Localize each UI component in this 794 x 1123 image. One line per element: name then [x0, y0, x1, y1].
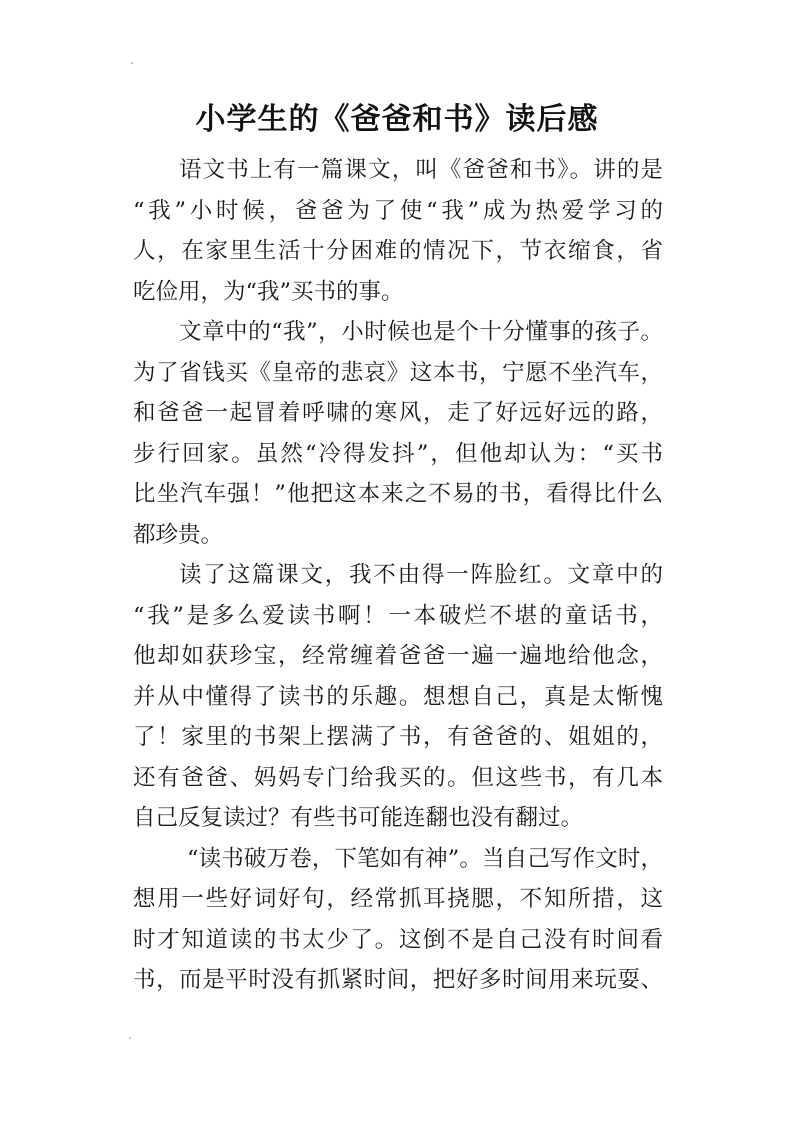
text-line: 他却如获珍宝，经常缠着爸爸一遍一遍地给他念，: [133, 643, 663, 669]
text-line: 读了这篇课文，我不由得一阵脸红。文章中的: [179, 562, 663, 588]
text-line: 为了省钱买《皇帝的悲哀》这本书，宁愿不坐汽车，: [133, 359, 663, 386]
text-line: 时才知道读的书太少了。这倒不是自己没有时间看: [133, 926, 663, 953]
text-line: 语文书上有一篇课文，叫《爸爸和书》。讲的是: [179, 157, 663, 183]
document-title: 小学生的《爸爸和书》读后感: [195, 102, 599, 137]
text-line: 吃俭用，为“我”买书的事。: [133, 278, 404, 305]
paragraph-2: [133, 312, 663, 555]
document-body: [133, 150, 663, 1001]
text-line: “我”小时候，爸爸为了使“我”成为热爱学习的: [133, 197, 663, 224]
text-line: 比坐汽车强！”他把这本来之不易的书，看得比什么: [133, 481, 663, 507]
paragraph-1: [133, 150, 663, 312]
scan-speck: [129, 1037, 131, 1039]
text-line: 还有爸爸、妈妈专门给我买的。但这些书，有几本: [133, 764, 663, 791]
paragraph-3: [133, 555, 663, 839]
text-line: 和爸爸一起冒着呼啸的寒风，走了好远好远的路，: [133, 400, 663, 426]
text-line: 并从中懂得了读书的乐趣。想想自己，真是太惭愧: [133, 683, 663, 710]
text-line: “读书破万卷，下笔如有神”。当自己写作文时，: [187, 845, 663, 872]
text-line: 文章中的“我”，小时候也是个十分懂事的孩子。: [179, 319, 663, 345]
scan-speck: [131, 62, 133, 64]
text-line: 想用一些好词好句，经常抓耳挠腮，不知所措，这: [133, 886, 663, 912]
text-line: 书，而是平时没有抓紧时间，把好多时间用来玩耍、: [133, 967, 663, 993]
text-line: 步行回家。虽然“冷得发抖”，但他却认为：“买书: [133, 440, 663, 467]
text-line: 自己反复读过？有些书可能连翻也没有翻过。: [133, 805, 584, 831]
text-line: 人，在家里生活十分困难的情况下，节衣缩食，省: [133, 238, 663, 264]
paragraph-4: [133, 839, 663, 1001]
text-line: 都珍贵。: [133, 521, 224, 548]
text-line: “我”是多么爱读书啊！一本破烂不堪的童话书，: [133, 602, 663, 629]
text-line: 了！家里的书架上摆满了书，有爸爸的、姐姐的，: [133, 724, 663, 750]
